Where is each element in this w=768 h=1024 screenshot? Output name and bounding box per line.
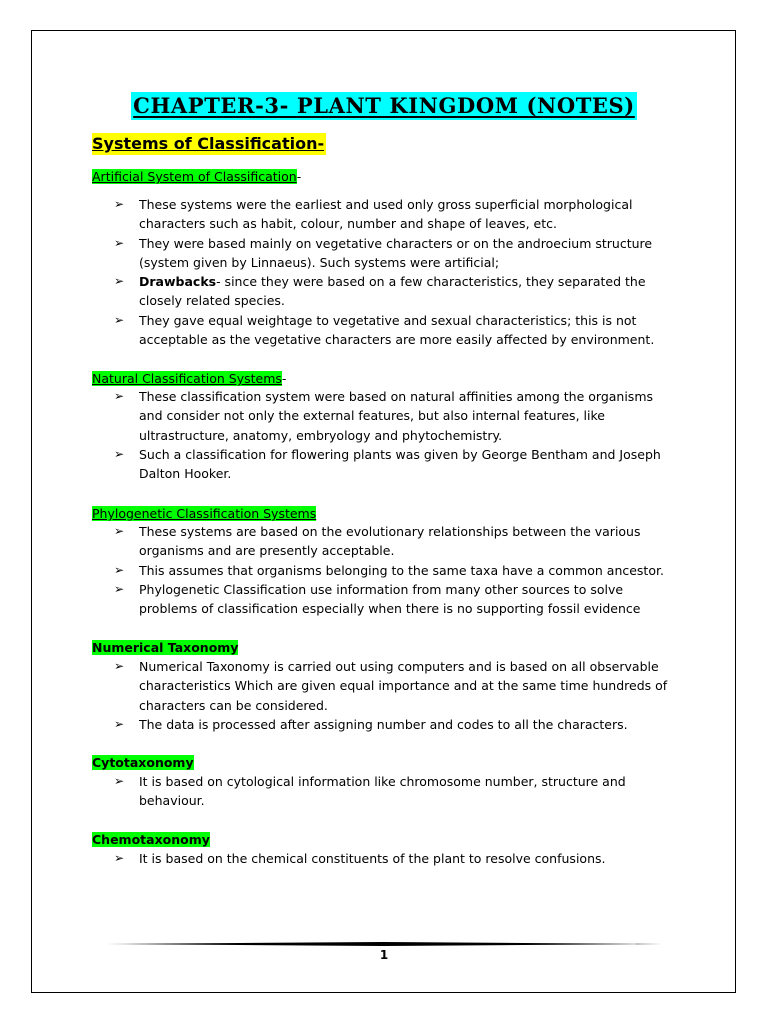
list-item bbox=[114, 580, 674, 619]
section-heading-label: Artificial System of Classification bbox=[92, 169, 297, 184]
page-title: CHAPTER-3- PLANT KINGDOM (NOTES) bbox=[133, 93, 635, 118]
list-item bbox=[114, 387, 674, 445]
list-item bbox=[114, 657, 674, 715]
arrow-bullet-icon: ➢ bbox=[114, 389, 125, 403]
list-item-text: This assumes that organisms belonging to the same taxa have a common ancestor. bbox=[139, 562, 664, 578]
list-item-text: These systems were the earliest and used only gross superficial morphological characters such as habit, colour, number and shape of leaves, etc. bbox=[139, 197, 633, 232]
list-item bbox=[114, 445, 674, 484]
arrow-bullet-icon: ➢ bbox=[114, 197, 125, 211]
section-heading-label: Cytotaxonomy bbox=[92, 755, 194, 770]
list-item-text: Numerical Taxonomy is carried out using computers and is based on all observable characteristics Which are given equal importance and at the same time hundreds of characters can be considered. bbox=[139, 659, 668, 713]
list-item-text: - since they were based on a few characteristics, they separated the closely related species. bbox=[139, 274, 646, 309]
title-container bbox=[0, 92, 768, 120]
section-heading-label: Numerical Taxonomy bbox=[92, 640, 239, 655]
list-item-text: Phylogenetic Classification use information from many other sources to solve problems of classification especially when there is no supporting fossil evidence bbox=[139, 581, 641, 617]
list-item-bold: Drawbacks bbox=[139, 274, 217, 290]
section-heading-chemotaxonomy bbox=[92, 831, 210, 848]
list-item bbox=[114, 772, 674, 811]
section-list-numerical bbox=[114, 657, 674, 734]
list-item-text: It is based on cytological information like chromosome number, structure and behaviour. bbox=[139, 774, 626, 809]
section-heading-artificial bbox=[92, 168, 301, 185]
section-list-chemotaxonomy bbox=[114, 849, 674, 868]
list-item-text: They were based mainly on vegetative characters or on the androecium structure (system given by Linnaeus). Such systems were artificial; bbox=[139, 235, 653, 270]
arrow-bullet-icon: ➢ bbox=[114, 274, 125, 289]
list-item bbox=[114, 849, 674, 868]
section-heading-label: Phylogenetic Classification Systems bbox=[92, 506, 317, 521]
arrow-bullet-icon: ➢ bbox=[114, 581, 125, 596]
list-item bbox=[114, 715, 674, 734]
section-list-cytotaxonomy bbox=[114, 772, 674, 811]
list-item-text: They gave equal weightage to vegetative and sexual characteristics; this is not acceptable as the vegetative characters are more easily affected by environment. bbox=[139, 312, 655, 348]
section-list-phylogenetic bbox=[114, 522, 674, 618]
section-list-natural bbox=[114, 387, 674, 483]
arrow-bullet-icon: ➢ bbox=[114, 312, 125, 327]
section-heading-label: Chemotaxonomy bbox=[92, 832, 210, 847]
arrow-bullet-icon: ➢ bbox=[114, 851, 125, 865]
section-heading-label: Natural Classification Systems bbox=[92, 371, 282, 386]
section-list-artificial bbox=[114, 195, 674, 349]
section-heading-numerical bbox=[92, 639, 238, 656]
section-heading-suffix: - bbox=[296, 169, 302, 184]
section-heading-natural bbox=[92, 370, 286, 387]
section-heading-suffix: - bbox=[281, 371, 287, 386]
list-item bbox=[114, 272, 674, 311]
arrow-bullet-icon: ➢ bbox=[114, 716, 125, 731]
footer-divider bbox=[106, 942, 662, 946]
page-number: 1 bbox=[379, 948, 389, 962]
arrow-bullet-icon: ➢ bbox=[114, 774, 125, 788]
arrow-bullet-icon: ➢ bbox=[114, 524, 125, 538]
list-item bbox=[114, 561, 674, 580]
list-item bbox=[114, 195, 674, 234]
list-item bbox=[114, 522, 674, 561]
list-item bbox=[114, 234, 674, 273]
arrow-bullet-icon: ➢ bbox=[114, 235, 125, 250]
list-item bbox=[114, 311, 674, 350]
list-item-text: The data is processed after assigning number and codes to all the characters. bbox=[139, 716, 628, 732]
list-item-text: These classification system were based on natural affinities among the organisms and consider not only the external features, but also internal features, like ultrastructure, anatomy, embryology and phytochemistry. bbox=[139, 389, 654, 443]
list-item-text: It is based on the chemical constituents of the plant to resolve confusions. bbox=[139, 851, 606, 866]
arrow-bullet-icon: ➢ bbox=[114, 562, 125, 577]
section-heading-phylogenetic bbox=[92, 505, 316, 522]
arrow-bullet-icon: ➢ bbox=[114, 659, 125, 673]
arrow-bullet-icon: ➢ bbox=[114, 446, 125, 461]
main-heading: Systems of Classification- bbox=[92, 134, 325, 153]
list-item-text: These systems are based on the evolutionary relationships between the various organisms and are presently acceptable. bbox=[139, 524, 641, 559]
list-item-text: Such a classification for flowering plants was given by George Bentham and Joseph Dalton Hooker. bbox=[139, 446, 661, 482]
section-heading-cytotaxonomy bbox=[92, 754, 194, 771]
